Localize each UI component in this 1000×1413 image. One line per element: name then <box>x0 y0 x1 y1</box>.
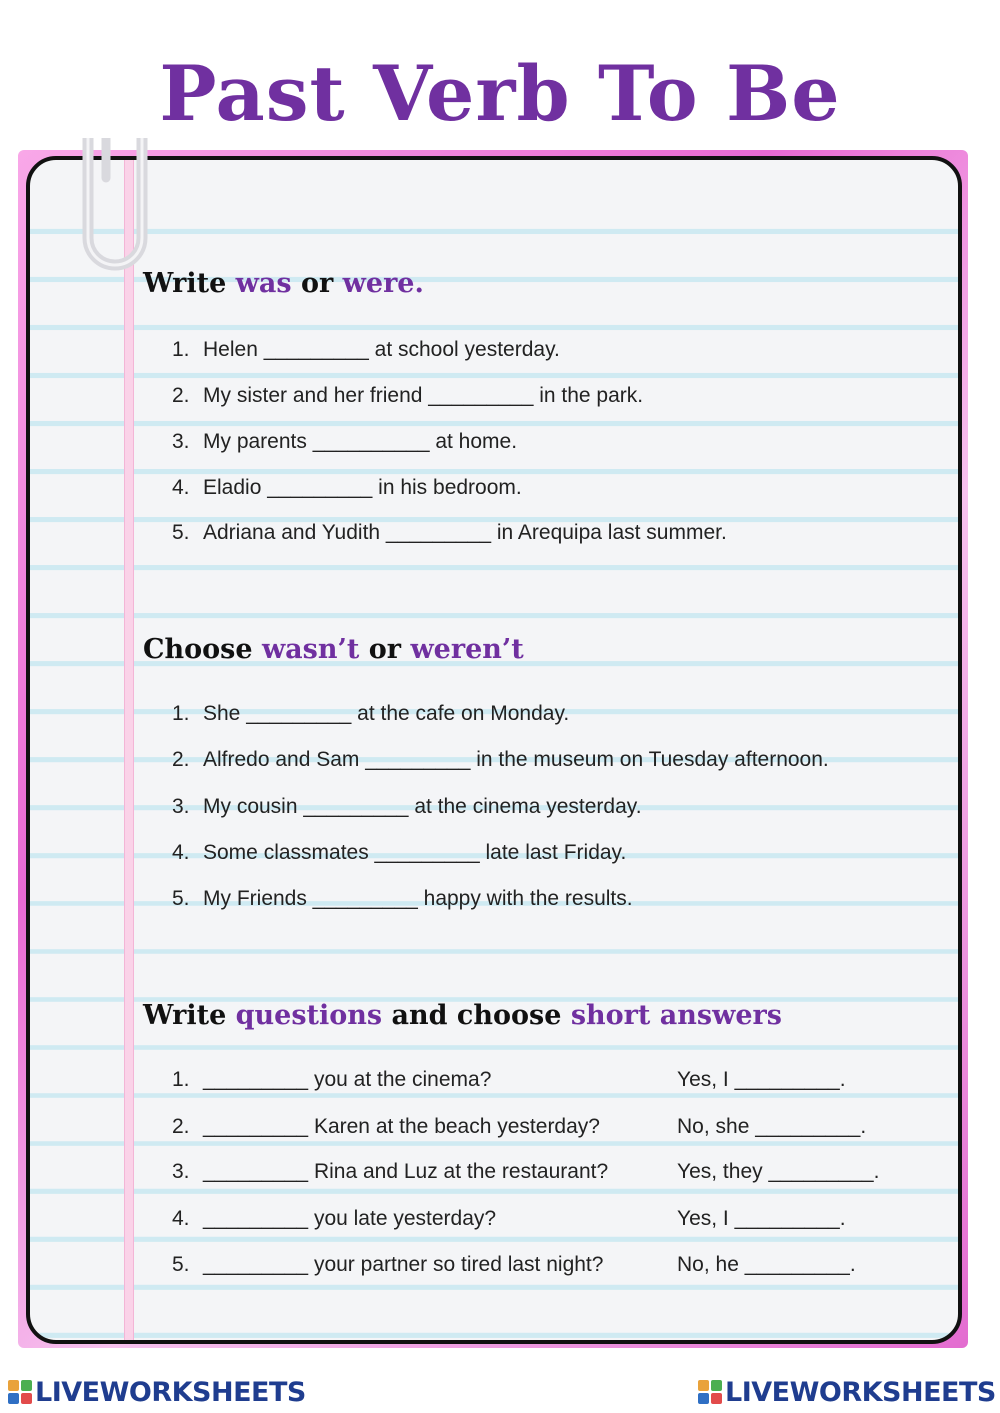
list-item <box>172 842 626 863</box>
liveworksheets-logo-left <box>8 1377 306 1407</box>
item-number: 1. <box>172 702 190 725</box>
item-number: 1. <box>172 1068 190 1091</box>
list-item <box>172 385 643 406</box>
list-item <box>172 339 560 360</box>
short-answer[interactable]: Yes, I _________. <box>677 1207 846 1230</box>
item-text[interactable]: She _________ at the cafe on Monday. <box>203 702 570 725</box>
item-number: 5. <box>172 887 190 910</box>
list-item <box>172 796 642 817</box>
heading-accent: short answers <box>570 1000 782 1031</box>
item-number: 1. <box>172 338 190 361</box>
item-text[interactable]: My parents __________ at home. <box>203 430 518 453</box>
item-number: 5. <box>172 521 190 544</box>
item-number: 4. <box>172 1207 190 1230</box>
section2-heading <box>143 636 524 663</box>
question-text[interactable]: _________ Rina and Luz at the restaurant? <box>203 1160 609 1183</box>
question-row <box>172 1069 491 1090</box>
heading-word: Write <box>143 268 227 299</box>
heading-word: Write <box>143 1000 227 1031</box>
item-text[interactable]: My sister and her friend _________ in the park. <box>203 384 644 407</box>
question-row <box>172 1116 600 1137</box>
section1-heading <box>143 270 424 297</box>
item-text[interactable]: Some classmates _________ late last Friday. <box>203 841 627 864</box>
item-number: 4. <box>172 841 190 864</box>
item-number: 5. <box>172 1253 190 1276</box>
liveworksheets-logo-right <box>698 1377 996 1407</box>
liveworksheets-icon <box>8 1380 32 1404</box>
question-row <box>172 1208 496 1229</box>
item-text[interactable]: Alfredo and Sam _________ in the museum on Tuesday afternoon. <box>203 748 829 771</box>
heading-accent: weren’t <box>410 634 524 665</box>
logo-text: LIVEWORKSHEETS <box>725 1376 996 1408</box>
section3-heading <box>143 1002 782 1029</box>
liveworksheets-icon <box>698 1380 722 1404</box>
item-number: 4. <box>172 476 190 499</box>
short-answer[interactable]: Yes, they _________. <box>677 1160 880 1183</box>
heading-accent: were. <box>342 268 424 299</box>
list-item <box>172 703 569 724</box>
list-item <box>172 477 522 498</box>
heading-accent: questions <box>235 1000 383 1031</box>
item-number: 3. <box>172 430 190 453</box>
item-number: 2. <box>172 748 190 771</box>
item-text[interactable]: Eladio _________ in his bedroom. <box>203 476 522 499</box>
item-text[interactable]: My Friends _________ happy with the results. <box>203 887 633 910</box>
item-text[interactable]: My cousin _________ at the cinema yesterday. <box>203 795 642 818</box>
heading-accent: wasn’t <box>261 634 360 665</box>
page-title: Past Verb To Be <box>159 49 841 138</box>
list-item <box>172 431 517 452</box>
question-row <box>172 1254 603 1275</box>
heading-word: Choose <box>143 634 253 665</box>
question-text[interactable]: _________ your partner so tired last night? <box>203 1253 604 1276</box>
question-row <box>172 1161 608 1182</box>
item-text[interactable]: Adriana and Yudith _________ in Arequipa last summer. <box>203 521 727 544</box>
item-number: 2. <box>172 384 190 407</box>
heading-word: or <box>368 634 402 665</box>
list-item <box>172 888 633 909</box>
list-item <box>172 749 829 770</box>
list-item <box>172 522 727 543</box>
heading-word: or <box>301 268 334 299</box>
item-number: 2. <box>172 1115 190 1138</box>
question-text[interactable]: _________ you at the cinema? <box>203 1068 492 1091</box>
short-answer[interactable]: No, she _________. <box>677 1115 867 1138</box>
question-text[interactable]: _________ you late yesterday? <box>203 1207 497 1230</box>
margin-line <box>124 160 134 1340</box>
item-number: 3. <box>172 1160 190 1183</box>
logo-text: LIVEWORKSHEETS <box>35 1376 306 1408</box>
item-text[interactable]: Helen _________ at school yesterday. <box>203 338 560 361</box>
item-number: 3. <box>172 795 190 818</box>
heading-accent: was <box>235 268 292 299</box>
paperclip-icon <box>78 138 152 274</box>
heading-word: and choose <box>391 1000 562 1031</box>
short-answer[interactable]: Yes, I _________. <box>677 1068 846 1091</box>
short-answer[interactable]: No, he _________. <box>677 1253 856 1276</box>
question-text[interactable]: _________ Karen at the beach yesterday? <box>203 1115 600 1138</box>
